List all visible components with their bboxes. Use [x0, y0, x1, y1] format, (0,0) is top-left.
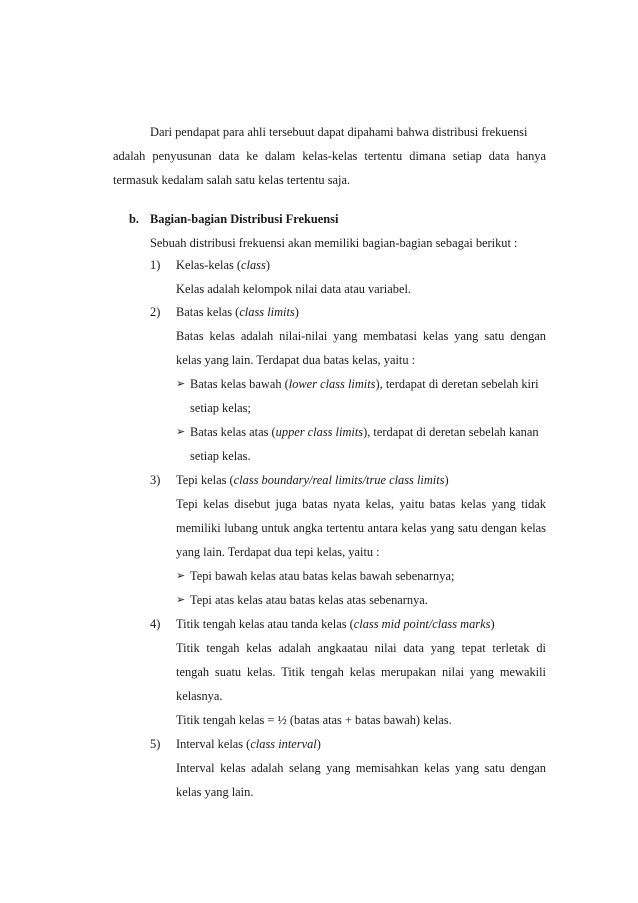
arrow-bullet-icon: ➢: [176, 570, 186, 582]
item-body-line: Titik tengah kelas adalah angkaatau nilai data yang tepat terletak di: [176, 641, 546, 655]
item-number: 1): [150, 258, 161, 272]
section-title: Bagian-bagian Distribusi Frekuensi: [150, 212, 339, 226]
item-heading: Batas kelas (class limits): [176, 305, 299, 319]
item-body-line: kelas yang lain. Terdapat dua batas kelas, yaitu :: [176, 353, 416, 367]
bullet-continuation: setiap kelas;: [190, 401, 251, 415]
item-body-line: Tepi kelas disebut juga batas nyata kelas, yaitu batas kelas yang tidak: [176, 497, 546, 511]
bullet-text: Batas kelas bawah (lower class limits), terdapat di deretan sebelah kiri: [190, 377, 539, 391]
item-body-line: Kelas adalah kelompok nilai data atau variabel.: [176, 282, 411, 296]
section-lead: Sebuah distribusi frekuensi akan memiliki bagian-bagian sebagai berikut :: [150, 236, 518, 250]
item-number: 4): [150, 617, 161, 631]
arrow-bullet-icon: ➢: [176, 594, 186, 606]
bullet-text: Batas kelas atas (upper class limits), terdapat di deretan sebelah kanan: [190, 425, 539, 439]
intro-line-3: termasuk kedalam salah satu kelas tertentu saja.: [113, 173, 351, 187]
item-body-line: tengah suatu kelas. Titik tengah kelas merupakan nilai yang mewakili: [176, 665, 546, 679]
item-body-line: yang lain. Terdapat dua tepi kelas, yaitu :: [176, 545, 380, 559]
arrow-bullet-icon: ➢: [176, 378, 186, 390]
item-body-line: kelas yang lain.: [176, 785, 254, 799]
item-number: 5): [150, 737, 161, 751]
item-heading: Interval kelas (class interval): [176, 737, 321, 751]
item-heading: Titik tengah kelas atau tanda kelas (class mid point/class marks): [176, 617, 495, 631]
item-body-line: memiliki lubang untuk angka tertentu antara kelas yang satu dengan kelas: [176, 521, 546, 535]
item-body-line: kelasnya.: [176, 689, 223, 703]
section-marker: b.: [129, 212, 139, 226]
item-heading: Kelas-kelas (class): [176, 258, 270, 272]
intro-line-2: adalah penyusunan data ke dalam kelas-kelas tertentu dimana setiap data hanya: [113, 149, 546, 163]
item-heading: Tepi kelas (class boundary/real limits/true class limits): [176, 473, 449, 487]
item-number: 2): [150, 305, 161, 319]
item-body-line: Interval kelas adalah selang yang memisahkan kelas yang satu dengan: [176, 761, 546, 775]
bullet-text: Tepi atas kelas atau batas kelas atas sebenarnya.: [190, 593, 428, 607]
bullet-text: Tepi bawah kelas atau batas kelas bawah sebenarnya;: [190, 569, 455, 583]
arrow-bullet-icon: ➢: [176, 426, 186, 438]
item-body-line: Batas kelas adalah nilai-nilai yang membatasi kelas yang satu dengan: [176, 329, 546, 343]
item-number: 3): [150, 473, 161, 487]
bullet-continuation: setiap kelas.: [190, 449, 251, 463]
intro-line-1: Dari pendapat para ahli tersebuut dapat dipahami bahwa distribusi frekuensi: [150, 125, 528, 139]
item-formula-line: Titik tengah kelas = ½ (batas atas + batas bawah) kelas.: [176, 713, 452, 727]
